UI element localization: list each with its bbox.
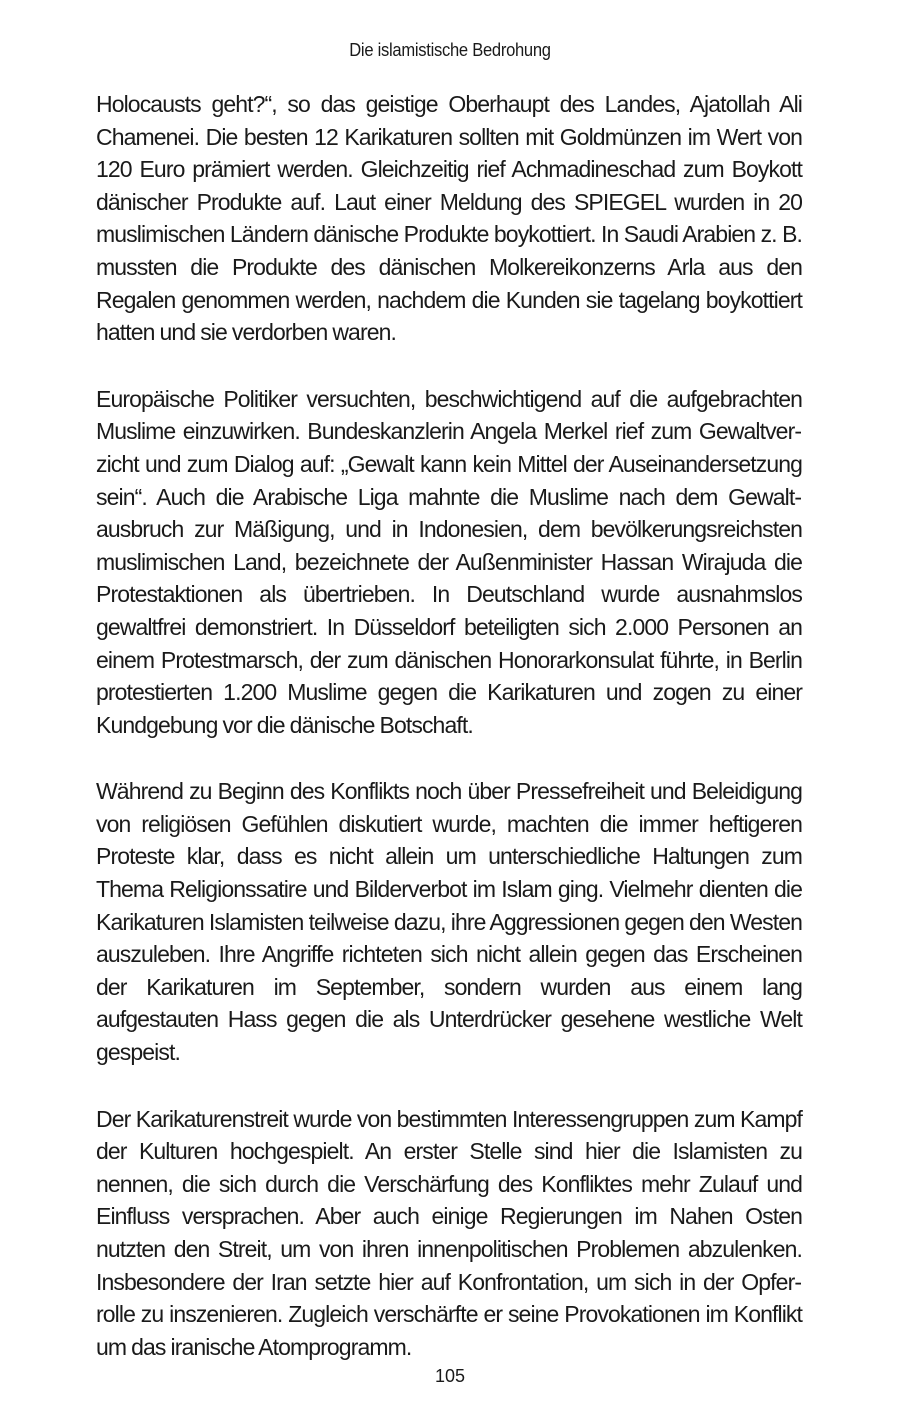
paragraph-4: Der Karikaturenstreit wurde von bestimmten Interessengruppen zum Kampf der Kulturen hochgespielt. An erster Stelle sind hier die Islamisten zu nennen, die sich durch die Verschärfung des Konfliktes mehr Zulauf und Einfluss versprachen. Aber auch einige Regierungen im Nahen Osten nutzten den Streit, um von ihren innenpolitischen Problemen abzulenken. Insbesondere der Iran setzte hier auf Konfrontation, um sich in der Opferrolle zu inszenieren. Zugleich verschärfte er seine Provokationen im Konflikt um das iranische Atomprogramm. <box>96 1105 802 1360</box>
body-text <box>96 88 802 1397</box>
paragraph-1: Holocausts geht?“, so das geistige Oberhaupt des Landes, Ajatollah Ali Chamenei. Die besten 12 Karikaturen sollten mit Goldmünzen im Wert von 120 Euro prämiert werden. Gleichzeitig rief Achmadineschad zum Boykott dänischer Produkte auf. Laut einer Meldung des SPIEGEL wurden in 20 muslimischen Ländern dänische Produkte boykottiert. In Saudi Arabien z. B. mussten die Produkte des dänischen Molkereikonzerns Arla aus den Regalen genommen werden, nachdem die Kunden sie tagelang boykottiert hatten und sie verdorben waren. <box>96 91 802 346</box>
paragraph-2: Europäische Politiker versuchten, beschwichtigend auf die aufgebrachten Muslime einzuwirken. Bundeskanzlerin Angela Merkel rief zum Gewaltverzicht und zum Dialog auf: „Gewalt kann kein Mittel der Auseinandersetzung sein“. Auch die Arabische Liga mahnte die Muslime nach dem Gewaltausbruch zur Mäßigung, und in Indonesien, dem bevölkerungsreichsten muslimischen Land, bezeichnete der Außenminister Hassan Wirajuda die Protestaktionen als übertrieben. In Deutschland wurde ausnahmslos gewaltfrei demonstriert. In Düsseldorf beteiligten sich 2.000 Personen an einem Protestmarsch, der zum dänischen Honorarkonsulat führte, in Berlin protestierten 1.200 Muslime gegen die Karikaturen und zogen zu einer Kundgebung vor die dänische Botschaft. <box>96 385 802 738</box>
paragraph-3: Während zu Beginn des Konflikts noch über Pressefreiheit und Beleidigung von religiösen Gefühlen diskutiert wurde, machten die immer heftigeren Proteste klar, dass es nicht allein um unterschiedliche Haltungen zum Thema Religionssatire und Bilderverbot im Islam ging. Vielmehr dienten die Karikaturen Islamisten teilweise dazu, ihre Aggressionen gegen den Westen auszuleben. Ihre Angriffe richteten sich nicht allein gegen das Erscheinen der Karikaturen im September, sondern wurden aus einem lang aufgestauten Hass gegen die als Unterdrücker gesehene westliche Welt gespeist. <box>96 778 802 1066</box>
running-header: Die islamistische Bedrohung <box>349 40 551 60</box>
page-number: 105 <box>434 1366 466 1386</box>
